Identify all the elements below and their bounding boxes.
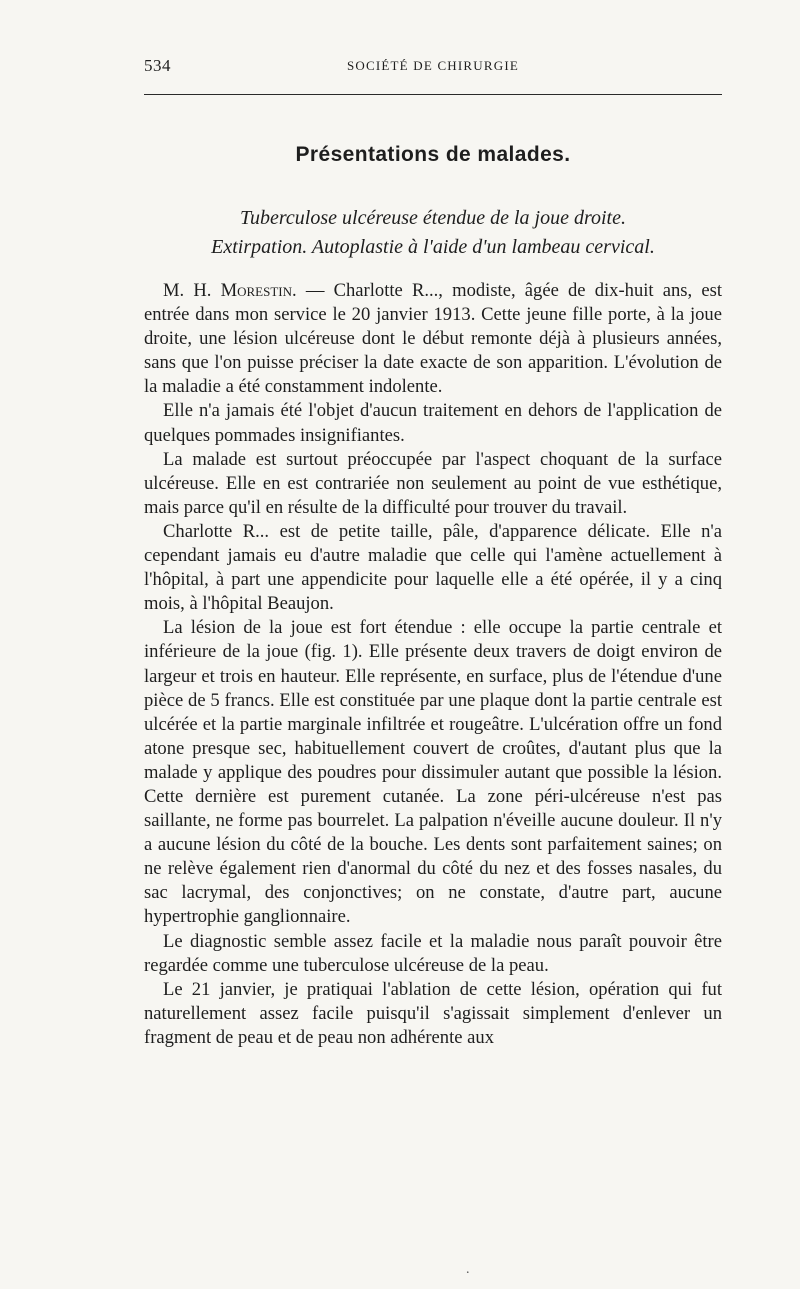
article-body [144,279,722,1050]
paragraph-1 [144,279,722,399]
subtitle-line-1: Tuberculose ulcéreuse étendue de la joue droite. [239,207,626,229]
paragraph-5: La lésion de la joue est fort étendue : elle occupe la partie centrale et inférieure de la joue (fig. 1). Elle présente deux travers de doigt environ de largeur et trois en hauteur. Elle représente, en surface, plus de l'étendue d'une pièce de 5 francs. Elle est constituée par une plaque dont la partie centrale est ulcérée et la partie marginale infiltrée et rougeâtre. L'ulcération offre un fond atone presque sec, habituellement couvert de croûtes, d'autant plus que la malade y applique des poudres pour dissimuler autant que possible la lésion. Cette dernière est purement cutanée. La zone péri-ulcéreuse n'est pas saillante, ne forme pas bourrelet. La palpation n'éveille aucune douleur. Il n'y a aucune lésion du côté de la bouche. Les dents sont parfaitement saines; on ne relève également rien d'anormal du côté du nez et des fosses nasales, du sac lacrymal, des conjonctives; on ne constate, d'autre part, aucune hypertrophie ganglionnaire. [144,617,722,928]
paragraph-3: La malade est surtout préoccupée par l'aspect choquant de la surface ulcéreuse. Elle en est contrariée non seulement au point de vue esthétique, mais parce qu'il en résulte de la difficulté pour trouver du travail. [144,448,722,518]
page-number: 534 [144,56,171,75]
paragraph-4: Charlotte R... est de petite taille, pâle, d'apparence délicate. Elle n'a cependant jamais eu d'autre maladie que celle qui l'amène actuellement à l'hôpital, à part une appendicite pour laquelle elle a été opérée, il y a cinq mois, à l'hôpital Beaujon. [144,520,722,615]
speaker-initials: M. H. [163,280,212,301]
paragraph-6: Le diagnostic semble assez facile et la maladie nous paraît pouvoir être regardée comme une tuberculose ulcéreuse de la peau. [144,930,722,976]
page-header [144,56,722,80]
section-title: Présentations de malades. [295,143,571,166]
paragraph-2: Elle n'a jamais été l'objet d'aucun traitement en dehors de l'application de quelques pommades insignifiantes. [144,400,722,446]
article-subtitle [144,204,722,262]
header-rule [144,94,722,95]
running-head: SOCIÉTÉ DE CHIRURGIE [346,58,520,73]
paragraph-1-text: — Charlotte R..., modiste, âgée de dix-huit ans, est entrée dans mon service le 20 janvier 1913. Cette jeune fille porte, à la joue droite, une lésion ulcéreuse dont le début remonte déjà à plusieurs années, sans que l'on puisse préciser la date exacte de son apparition. L'évolution de la maladie a été constamment indolente. [144,280,722,398]
footer-mark: . [466,1262,470,1277]
subtitle-line-2: Extirpation. Autoplastie à l'aide d'un lambeau cervical. [211,236,655,258]
paragraph-7: Le 21 janvier, je pratiquai l'ablation de cette lésion, opération qui fut naturellement assez facile puisqu'il s'agissait simplement d'enlever un fragment de peau et de peau non adhérente aux [144,978,722,1048]
speaker-name: Morestin. [220,280,297,301]
